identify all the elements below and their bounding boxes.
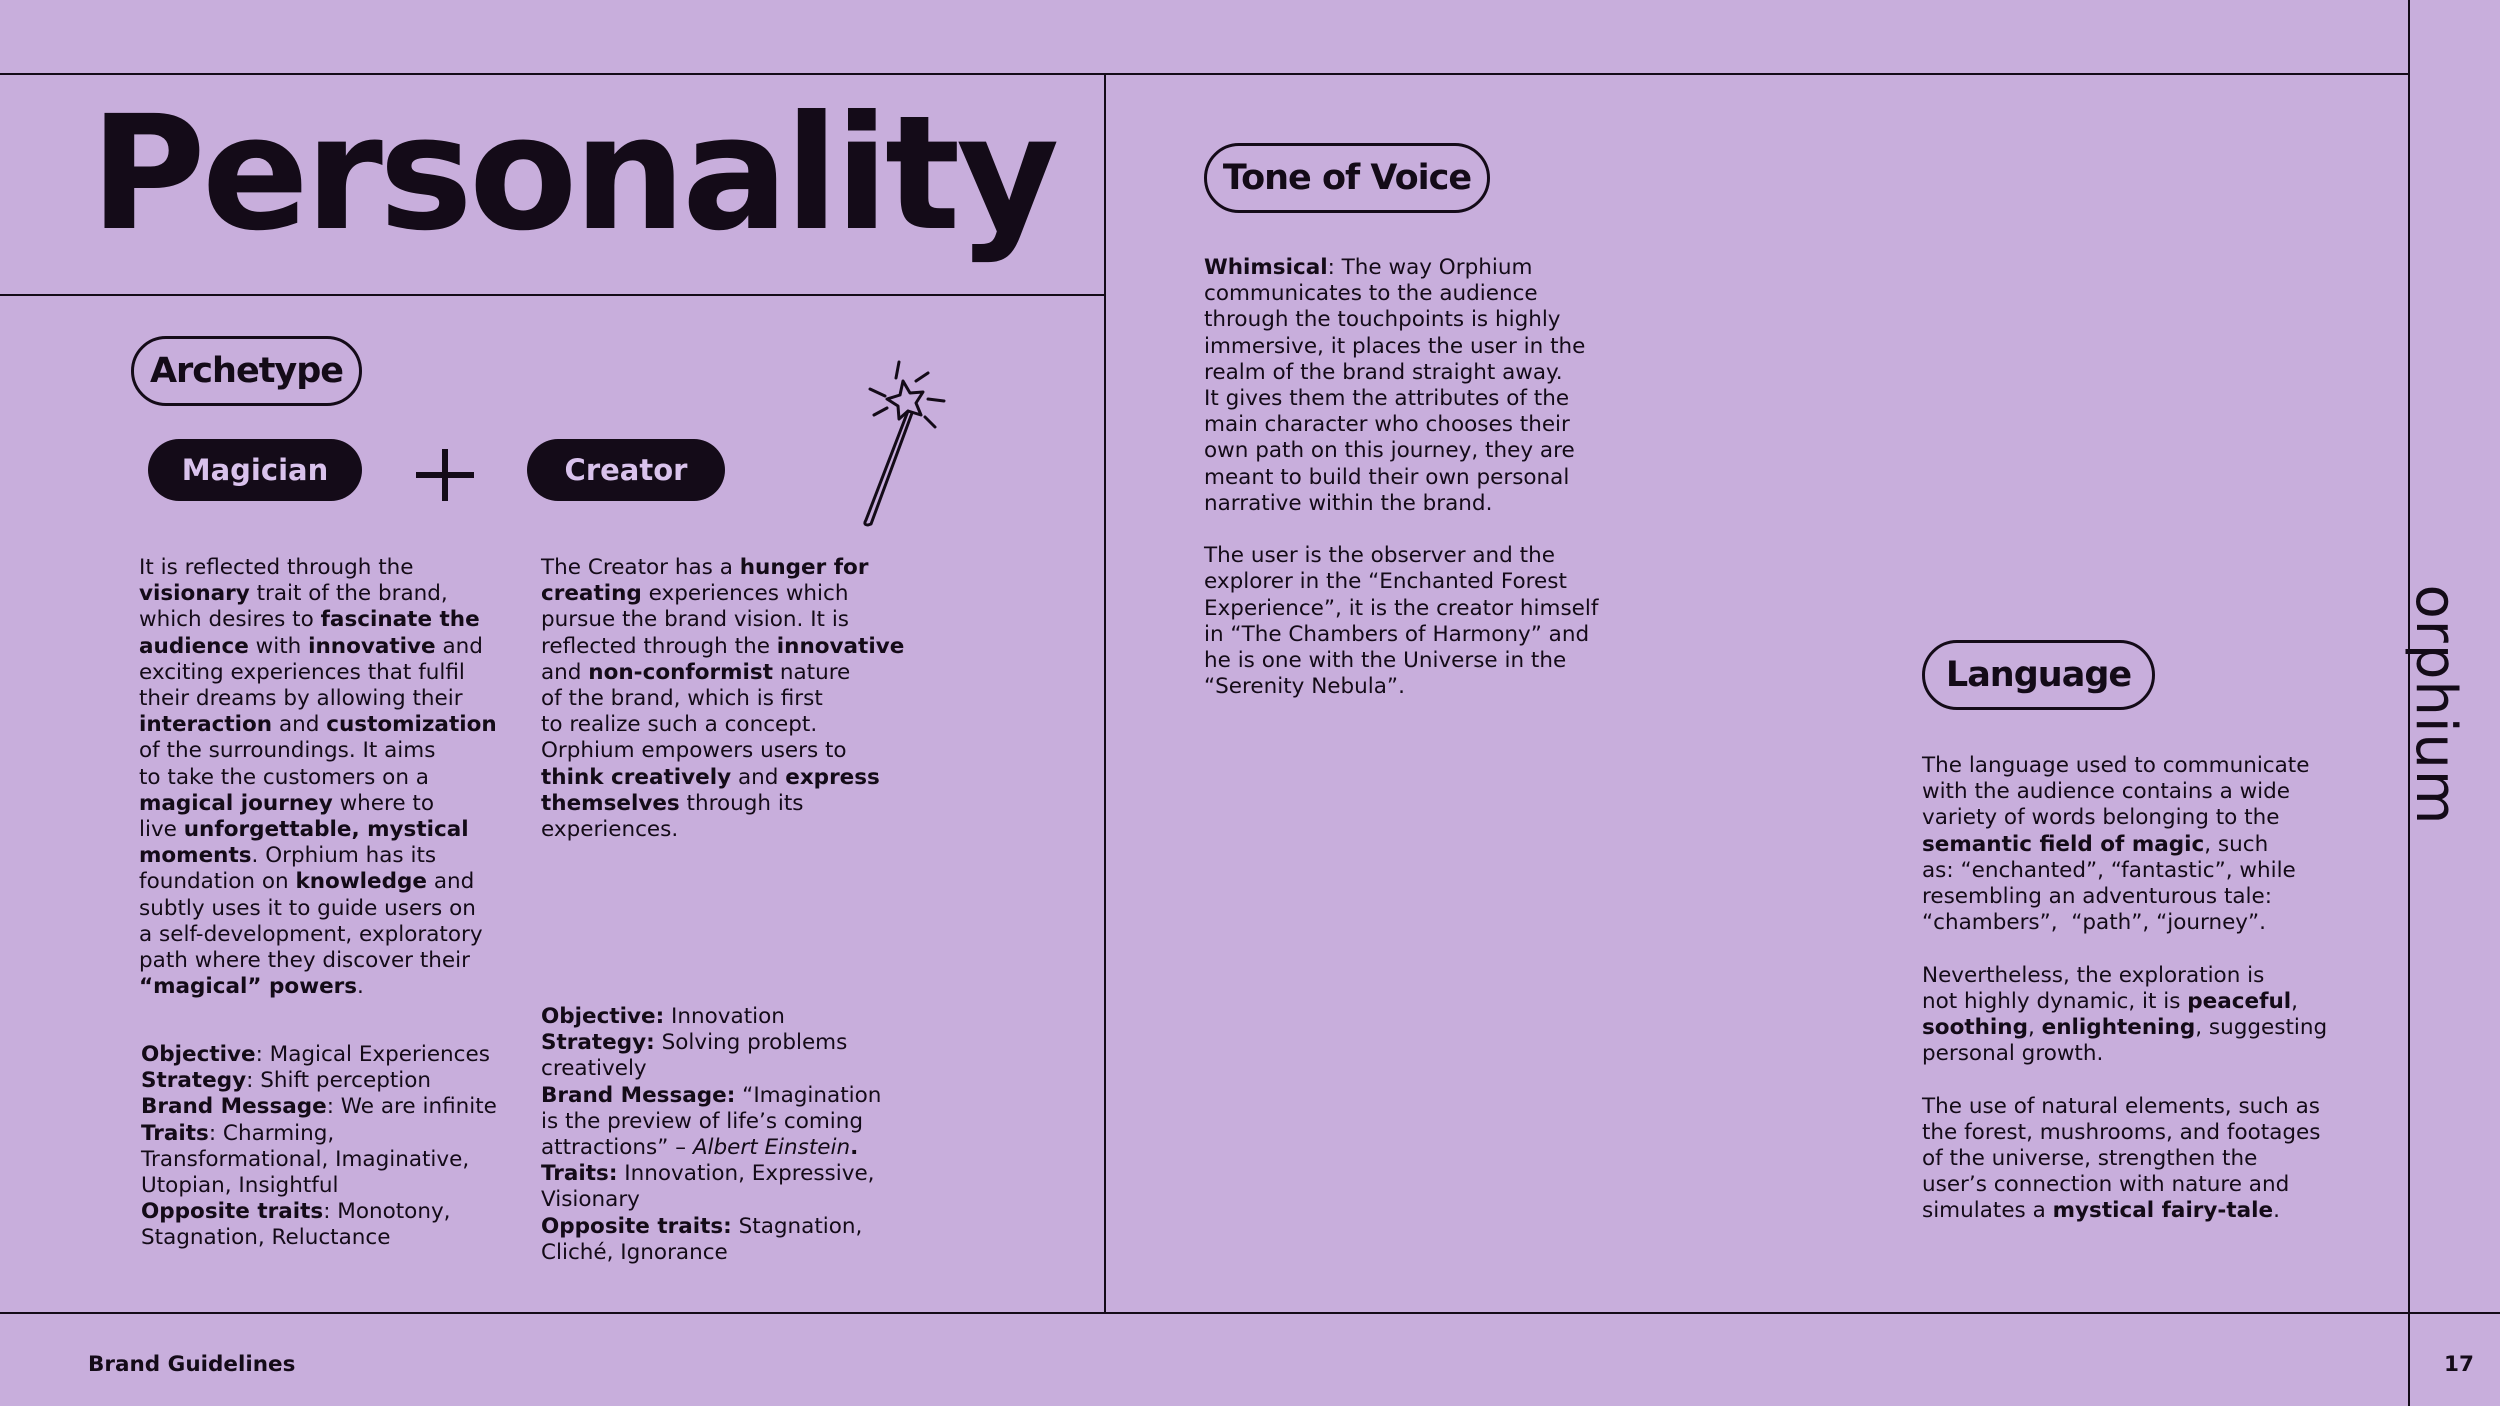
text-run: Solving problems bbox=[654, 1030, 848, 1056]
text-line bbox=[141, 1121, 497, 1147]
text-line bbox=[141, 1199, 497, 1225]
bold-text: . bbox=[850, 1135, 859, 1161]
paragraph-gap bbox=[1922, 1067, 2327, 1093]
text-run: communicates to the audience bbox=[1204, 281, 1538, 307]
top-divider bbox=[0, 73, 2410, 75]
tone-of-voice-heading: Tone of Voice bbox=[1222, 158, 1472, 198]
text-run: Stagnation, bbox=[731, 1213, 863, 1239]
text-run: and bbox=[272, 712, 327, 738]
text-line bbox=[1204, 543, 1598, 569]
text-run: , bbox=[2291, 988, 2298, 1014]
column-divider bbox=[1104, 73, 1106, 1314]
text-line bbox=[541, 791, 904, 817]
bold-text: Opposite traits bbox=[141, 1199, 324, 1225]
text-run: resembling an adventurous tale: bbox=[1922, 884, 2272, 910]
tone-of-voice-heading-pill bbox=[1204, 143, 1490, 213]
bold-text: Traits bbox=[141, 1120, 209, 1146]
text-run: pursue the brand vision. It is bbox=[541, 607, 849, 633]
text-line bbox=[1922, 753, 2327, 779]
text-run: to take the customers on a bbox=[139, 764, 429, 790]
bold-text: non-conformist bbox=[588, 659, 773, 685]
text-line bbox=[139, 843, 497, 869]
bold-text: creating bbox=[541, 581, 642, 607]
text-run: in “The Chambers of Harmony” and bbox=[1204, 621, 1590, 647]
bold-text: Objective: bbox=[541, 1004, 665, 1029]
text-run: with the audience contains a wide bbox=[1922, 779, 2291, 805]
bold-text: Strategy: bbox=[541, 1030, 655, 1056]
bold-text: Brand Message bbox=[141, 1094, 327, 1120]
text-line bbox=[139, 738, 497, 764]
text-line bbox=[541, 686, 904, 712]
text-run: Orphium empowers users to bbox=[541, 738, 847, 764]
text-line bbox=[1204, 491, 1598, 517]
text-run: of the brand, which is first bbox=[541, 686, 823, 712]
text-run: trait of the brand, bbox=[249, 581, 448, 607]
bold-text: mystical fairy-tale bbox=[2052, 1198, 2274, 1224]
text-run: Visionary bbox=[541, 1187, 640, 1213]
tone-of-voice-text bbox=[1204, 255, 1598, 700]
text-line bbox=[139, 948, 497, 974]
text-run: Utopian, Insightful bbox=[141, 1173, 339, 1199]
bold-text: themselves bbox=[541, 790, 680, 816]
magician-description bbox=[139, 555, 497, 1000]
language-heading: Language bbox=[1945, 655, 2132, 695]
text-line bbox=[541, 1030, 881, 1056]
text-line bbox=[139, 660, 497, 686]
text-run: subtly uses it to guide users on bbox=[139, 895, 476, 921]
text-line bbox=[1204, 622, 1598, 648]
bold-text: Strategy bbox=[141, 1068, 247, 1094]
text-run: , bbox=[2028, 1015, 2042, 1041]
text-run: , such bbox=[2204, 831, 2269, 857]
bold-text: enlightening bbox=[2041, 1015, 2196, 1041]
text-line bbox=[1204, 569, 1598, 595]
text-run: immersive, it places the user in the bbox=[1204, 333, 1586, 359]
text-run: “Imagination bbox=[735, 1082, 882, 1108]
text-run: nature bbox=[773, 659, 851, 685]
text-line bbox=[1204, 255, 1598, 281]
text-run: main character who chooses their bbox=[1204, 412, 1570, 438]
bold-text: Traits: bbox=[541, 1161, 618, 1187]
bold-text: knowledge bbox=[295, 869, 427, 895]
text-line bbox=[1922, 1198, 2327, 1224]
text-run: : The way Orphium bbox=[1327, 255, 1533, 280]
text-line bbox=[541, 817, 904, 843]
text-run: their dreams by allowing their bbox=[139, 686, 463, 712]
text-run: he is one with the Universe in the bbox=[1204, 648, 1567, 674]
bold-text: “magical” powers bbox=[139, 974, 358, 1000]
text-line bbox=[1922, 805, 2327, 831]
text-run: : We are infinite bbox=[326, 1094, 497, 1120]
text-line bbox=[139, 791, 497, 817]
text-run: the forest, mushrooms, and footages bbox=[1922, 1119, 2321, 1145]
text-run: Innovation, Expressive, bbox=[617, 1161, 875, 1187]
creator-details bbox=[541, 1004, 881, 1266]
text-run: . bbox=[357, 974, 364, 1000]
text-line bbox=[1922, 1094, 2327, 1120]
italic-text: Albert Einstein bbox=[692, 1135, 851, 1161]
text-line bbox=[1204, 648, 1598, 674]
text-run: The language used to communicate bbox=[1922, 753, 2310, 778]
text-line bbox=[1922, 1015, 2327, 1041]
text-run: through the touchpoints is highly bbox=[1204, 307, 1561, 333]
text-line bbox=[1204, 412, 1598, 438]
language-text bbox=[1922, 753, 2327, 1225]
text-run: is the preview of life’s coming bbox=[541, 1108, 864, 1134]
text-run: explorer in the “Enchanted Forest bbox=[1204, 569, 1567, 595]
text-line bbox=[1922, 989, 2327, 1015]
text-line bbox=[1922, 832, 2327, 858]
text-run: as: “enchanted”, “fantastic”, while bbox=[1922, 857, 2296, 883]
text-run: live bbox=[139, 817, 184, 843]
page-title: Personality bbox=[90, 82, 1056, 266]
text-run: user’s connection with nature and bbox=[1922, 1172, 2290, 1198]
bold-text: hunger for bbox=[739, 555, 869, 580]
bold-text: interaction bbox=[139, 712, 273, 738]
text-line bbox=[1204, 334, 1598, 360]
text-line bbox=[541, 555, 904, 581]
text-line bbox=[541, 738, 904, 764]
text-line bbox=[541, 1214, 881, 1240]
text-run: of the universe, strengthen the bbox=[1922, 1146, 2258, 1172]
bold-text: moments bbox=[139, 843, 252, 869]
bold-text: Opposite traits: bbox=[541, 1213, 732, 1239]
bold-text: visionary bbox=[139, 581, 250, 607]
text-run: : Magical Experiences bbox=[255, 1042, 490, 1067]
text-run: exciting experiences that fulfil bbox=[139, 659, 465, 685]
page-number: 17 bbox=[2444, 1352, 2474, 1377]
text-line bbox=[141, 1147, 497, 1173]
text-run: meant to build their own personal bbox=[1204, 464, 1570, 490]
text-run: narrative within the brand. bbox=[1204, 490, 1493, 516]
bold-text: think creatively bbox=[541, 764, 732, 790]
footer-label: Brand Guidelines bbox=[88, 1352, 296, 1377]
magician-pill bbox=[148, 439, 362, 501]
text-run: path where they discover their bbox=[139, 948, 470, 974]
text-run: The use of natural elements, such as bbox=[1922, 1093, 2320, 1119]
text-run: variety of words belonging to the bbox=[1922, 805, 2280, 831]
text-run: . bbox=[2273, 1198, 2280, 1224]
text-line bbox=[1204, 386, 1598, 412]
archetype-heading-pill bbox=[131, 336, 362, 406]
text-run: and bbox=[435, 633, 483, 659]
title-underline bbox=[0, 294, 1106, 296]
text-line bbox=[541, 1161, 881, 1187]
text-line bbox=[1922, 884, 2327, 910]
text-line bbox=[1922, 1120, 2327, 1146]
brand-logo bbox=[2375, 570, 2495, 840]
text-line bbox=[139, 555, 497, 581]
paragraph-gap bbox=[1204, 517, 1598, 543]
text-line bbox=[1922, 1041, 2327, 1067]
text-line bbox=[139, 686, 497, 712]
magician-details bbox=[141, 1042, 497, 1252]
text-run: : Shift perception bbox=[246, 1068, 432, 1094]
bold-text: peaceful bbox=[2187, 988, 2292, 1014]
text-run: creatively bbox=[541, 1056, 647, 1082]
text-run: where to bbox=[332, 790, 435, 816]
creator-pill bbox=[527, 439, 725, 501]
bold-text: Whimsical bbox=[1204, 255, 1328, 280]
bold-text: magical journey bbox=[139, 790, 333, 816]
text-run: through its bbox=[679, 790, 804, 816]
text-run: a self-development, exploratory bbox=[139, 921, 483, 947]
bold-text: semantic field of magic bbox=[1922, 831, 2205, 857]
text-line bbox=[139, 581, 497, 607]
text-line bbox=[541, 581, 904, 607]
text-run: simulates a bbox=[1922, 1198, 2053, 1224]
creator-label: Creator bbox=[564, 453, 688, 487]
text-line bbox=[141, 1173, 497, 1199]
text-line bbox=[141, 1225, 497, 1251]
text-line bbox=[139, 896, 497, 922]
text-run: Stagnation, Reluctance bbox=[141, 1225, 391, 1251]
text-line bbox=[139, 634, 497, 660]
text-line bbox=[541, 1004, 881, 1030]
footer-divider bbox=[0, 1312, 2500, 1314]
bold-text: fascinate the bbox=[320, 607, 480, 633]
text-run: Experience”, it is the creator himself bbox=[1204, 595, 1599, 621]
text-line bbox=[541, 607, 904, 633]
text-run: : Monotony, bbox=[323, 1199, 451, 1225]
text-run: experiences which bbox=[641, 581, 849, 607]
text-line bbox=[141, 1068, 497, 1094]
archetype-heading: Archetype bbox=[149, 351, 344, 391]
creator-description bbox=[541, 555, 904, 843]
bold-text: unforgettable, mystical bbox=[183, 817, 469, 843]
text-line bbox=[541, 660, 904, 686]
text-run: It gives them the attributes of the bbox=[1204, 386, 1570, 412]
text-line bbox=[541, 1056, 881, 1082]
text-line bbox=[1922, 1146, 2327, 1172]
text-run: The user is the observer and the bbox=[1204, 543, 1555, 569]
brand-logo-text: orphium bbox=[2403, 584, 2468, 826]
text-run: foundation on bbox=[139, 869, 296, 895]
text-line bbox=[541, 712, 904, 738]
text-line bbox=[141, 1094, 497, 1120]
text-line bbox=[1204, 307, 1598, 333]
bold-text: customization bbox=[326, 712, 497, 738]
text-line bbox=[541, 634, 904, 660]
text-run: Nevertheless, the exploration is bbox=[1922, 962, 2265, 988]
bold-text: innovative bbox=[776, 633, 905, 659]
text-line bbox=[1922, 858, 2327, 884]
text-run: It is reflected through the bbox=[139, 555, 414, 580]
paragraph-gap bbox=[1922, 936, 2327, 962]
text-line bbox=[1922, 1172, 2327, 1198]
text-run: of the surroundings. It aims bbox=[139, 738, 436, 764]
text-run: with bbox=[248, 633, 309, 659]
text-line bbox=[541, 1109, 881, 1135]
text-line bbox=[1922, 910, 2327, 936]
language-heading-pill bbox=[1922, 640, 2155, 710]
text-line bbox=[541, 1083, 881, 1109]
text-run: , suggesting bbox=[2195, 1015, 2328, 1041]
text-run: personal growth. bbox=[1922, 1041, 2104, 1067]
text-run: own path on this journey, they are bbox=[1204, 438, 1575, 464]
bold-text: express bbox=[785, 764, 880, 790]
text-line bbox=[1204, 360, 1598, 386]
text-line bbox=[1204, 674, 1598, 700]
text-line bbox=[1204, 281, 1598, 307]
text-line bbox=[541, 1240, 881, 1266]
text-line bbox=[139, 817, 497, 843]
text-run: “Serenity Nebula”. bbox=[1204, 674, 1405, 700]
text-run: which desires to bbox=[139, 607, 321, 633]
text-line bbox=[1922, 779, 2327, 805]
bold-text: innovative bbox=[308, 633, 436, 659]
text-run: experiences. bbox=[541, 817, 679, 843]
text-run: not highly dynamic, it is bbox=[1922, 988, 2188, 1014]
magician-label: Magician bbox=[181, 453, 329, 487]
text-run: : Charming, bbox=[208, 1120, 335, 1146]
bold-text: soothing bbox=[1922, 1015, 2028, 1041]
text-line bbox=[1204, 596, 1598, 622]
text-line bbox=[139, 974, 497, 1000]
text-run: The Creator has a bbox=[541, 555, 740, 580]
text-line bbox=[141, 1042, 497, 1068]
text-line bbox=[139, 869, 497, 895]
text-line bbox=[1922, 963, 2327, 989]
text-run: “chambers”, “path”, “journey”. bbox=[1922, 910, 2266, 936]
text-run: Cliché, Ignorance bbox=[541, 1239, 728, 1265]
text-line bbox=[1204, 438, 1598, 464]
text-run: realm of the brand straight away. bbox=[1204, 359, 1563, 385]
bold-text: Objective bbox=[141, 1042, 256, 1067]
text-run: . Orphium has its bbox=[251, 843, 437, 869]
text-line bbox=[541, 765, 904, 791]
plus-icon bbox=[416, 449, 474, 501]
text-run: Innovation bbox=[664, 1004, 785, 1029]
text-line bbox=[139, 712, 497, 738]
text-run: to realize such a concept. bbox=[541, 712, 818, 738]
bold-text: Brand Message: bbox=[541, 1082, 736, 1108]
text-run: Transformational, Imaginative, bbox=[141, 1146, 470, 1172]
text-line bbox=[541, 1135, 881, 1161]
text-line bbox=[541, 1187, 881, 1213]
magic-wand-icon bbox=[850, 355, 970, 530]
text-run: reflected through the bbox=[541, 633, 777, 659]
text-run: and bbox=[427, 869, 475, 895]
text-run: attractions” – bbox=[541, 1135, 693, 1161]
bold-text: audience bbox=[139, 633, 249, 659]
text-line bbox=[139, 765, 497, 791]
text-line bbox=[139, 607, 497, 633]
text-line bbox=[1204, 465, 1598, 491]
text-run: and bbox=[541, 659, 589, 685]
text-run: and bbox=[731, 764, 786, 790]
text-line bbox=[139, 922, 497, 948]
